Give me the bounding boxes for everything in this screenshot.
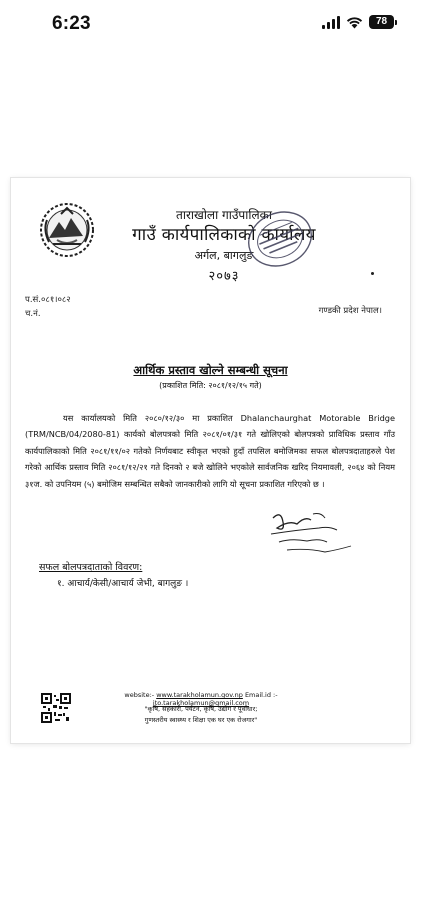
battery-icon	[369, 15, 397, 29]
province-label: गण्डकी प्रदेश नेपाल।	[318, 306, 382, 316]
winner-item: १. आचार्य/केसी/आचार्य जेभी, बागलुङ ।	[57, 579, 189, 589]
signal-icon	[322, 16, 340, 29]
punch-mark	[371, 272, 374, 275]
letterhead-address: अर्गल, बागलुङ	[194, 249, 254, 262]
dispatch-number: च.नं.	[25, 309, 41, 319]
wifi-icon	[346, 16, 363, 29]
letterhead-year: २०७३	[208, 269, 240, 284]
letterhead-office: गाउँ कार्यपालिकाको कार्यालय	[132, 225, 316, 245]
letterhead-municipality: ताराखोला गाउँपालिका	[176, 208, 272, 222]
footer-slogan-1: "कृषि, सहकारी, पर्यटन, कृषि, उद्योग र पूर्वाधार;	[144, 705, 258, 713]
footer-slogan-2: गुणस्तरीय स्वास्थ्य र शिक्षा एक घर एक रोजगार"	[144, 716, 258, 724]
notice-subtitle: (प्रकाशित मिति: २०८१/१२/१५ गते)	[159, 381, 262, 390]
office-seal-icon	[245, 208, 315, 270]
status-time: 6:23	[52, 13, 91, 34]
winners-heading: सफल बोलपत्रदाताको विवरण:	[39, 562, 143, 573]
email-label: Email.id :-	[244, 691, 278, 699]
battery-level: 78	[369, 15, 394, 29]
qr-code-icon	[41, 693, 71, 723]
notice-title: आर्थिक प्रस्ताव खोल्ने सम्बन्धी सूचना	[133, 363, 288, 377]
nepal-emblem-icon	[37, 200, 97, 260]
status-bar	[0, 0, 421, 50]
signature-icon	[267, 508, 357, 558]
website-label: website:-	[124, 691, 155, 699]
document-page[interactable]	[11, 178, 410, 743]
website-link[interactable]: www.tarakholamun.gov.np	[156, 691, 243, 699]
email-link[interactable]: ito.tarakholamun@gmail.com	[152, 699, 250, 707]
notice-body: यस कार्यालयको मिति २०८०/१२/३० मा प्रकाशित Dhalanchaurghat Motorable Bridge (TRM/NCB/04/2080-81) कार्यको बोलपत्रको मिति २०८१/०१/३१ गते खोलिएको बोलपत्रको प्राविधिक प्रस्ताव गाँउ कार्यपालिकाको मिति २०८१/११/०२ गतेको निर्णयबाट स्वीकृत भएको हुदाँ तपसिल बमोजिमका सफल बोलपत्रदाताहरुले पेश गरेको आर्थिक प्रस्ताव मिति २०८१/१२/२१ गते दिनको २ बजे खोलिने भएकोले सार्वजनिक खरिद नियमावली, २०६४ को नियम ३१ज. को उपनियम (५) बमोजिम सम्बन्धित सबैको जानकारीको लागि यो सूचना प्रकाशित गरिएको छ ।	[25, 413, 395, 489]
status-icons	[322, 15, 397, 29]
reference-number: प.सं.०८१।०८२	[25, 295, 71, 305]
